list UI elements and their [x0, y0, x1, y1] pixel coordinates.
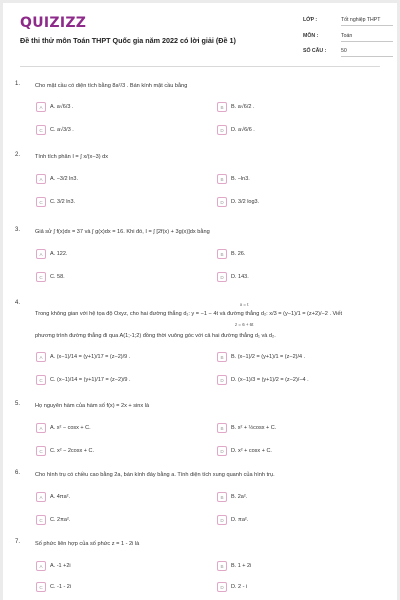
option-text: A. (x−1)/14 = (y+1)/17 = (z−2)/9 . — [50, 354, 131, 360]
option-text: D. 3/2 log3. — [231, 199, 260, 205]
class-value: Tốt nghiệp THPT — [341, 17, 381, 23]
option-letter-box: A — [36, 423, 46, 433]
subject-value: Toán — [341, 33, 353, 39]
option-letter-box: C — [36, 446, 46, 456]
line-equation-z: z = 6 + 6t — [235, 322, 254, 327]
question-text-continued: phương trình đường thẳng đi qua A(1;-1;2) đồng thời vuông góc với cả hai đường thẳng d₁ và d₂. — [35, 333, 276, 339]
option-text: C. 58. — [50, 274, 65, 280]
option-text: A. x² − cosx + C. — [50, 425, 91, 431]
option-letter-box: B — [217, 423, 227, 433]
option-text: C. (x−1)/14 = (y+1)/17 = (z−2)/9 . — [50, 377, 131, 383]
question-text: Tính tích phân I = ∫ x/(x−3) dx — [35, 154, 109, 160]
option-text: D. 143. — [231, 274, 249, 280]
question-number: 3. — [15, 227, 21, 233]
question-text: Trong không gian với hệ tọa độ Oxyz, cho hai đường thẳng d₁: y = −1 − 4t và đường thẳng d₂: x/3 = (y−1)/1 = (z+2)/−2 . Viết — [35, 311, 343, 317]
header-divider — [20, 66, 380, 67]
option-letter-box: A — [36, 174, 46, 184]
option-letter-box: B — [217, 102, 227, 112]
worksheet-page — [3, 3, 397, 600]
option-letter-box: C — [36, 125, 46, 135]
option-letter-box: A — [36, 352, 46, 362]
option-text: C. 2πa². — [50, 517, 71, 523]
line-equation-x: x = t — [240, 302, 249, 307]
option-text: D. 2 - i — [231, 584, 248, 590]
option-text: D. (x−1)/3 = (y+1)/2 = (z−2)/−4 . — [231, 377, 309, 383]
option-letter-box: C — [36, 272, 46, 282]
option-letter-box: A — [36, 561, 46, 571]
subject-label: MÔN : — [303, 33, 319, 39]
class-underline — [341, 25, 393, 26]
option-letter-box: D — [217, 375, 227, 385]
option-text: B. 1 + 2i — [231, 563, 252, 569]
option-text: C. a√3/3 . — [50, 127, 74, 133]
option-letter-box: D — [217, 515, 227, 525]
subject-underline — [341, 41, 393, 42]
option-text: A. -1 +2i — [50, 563, 71, 569]
option-letter-box: C — [36, 197, 46, 207]
document-title: Đề thi thử môn Toán THPT Quốc gia năm 2022 có lời giải (Đề 1) — [20, 36, 236, 45]
option-letter-box: C — [36, 515, 46, 525]
option-letter-box: B — [217, 561, 227, 571]
option-letter-box: D — [217, 197, 227, 207]
option-text: B. 26. — [231, 251, 246, 257]
option-letter-box: D — [217, 582, 227, 592]
option-letter-box: D — [217, 272, 227, 282]
option-letter-box: C — [36, 582, 46, 592]
option-text: B. x² + ½cosx + C. — [231, 425, 277, 431]
option-letter-box: C — [36, 375, 46, 385]
question-number: 2. — [15, 152, 21, 158]
question-count-value: 50 — [341, 48, 347, 54]
option-text: A. −3/2 ln3. — [50, 176, 78, 182]
question-count-underline — [341, 56, 393, 57]
question-text: Cho mặt cầu có diện tích bằng 8a²/3 . Bán kính mặt cầu bằng — [35, 83, 188, 89]
question-text: Giả sử ∫ f(x)dx = 37 và ∫ g(x)dx = 16. Khi đó, I = ∫ [2f(x) + 3g(x)]dx bằng — [35, 229, 210, 235]
option-text: B. (x−1)/2 = (y+1)/1 = (z−2)/4 . — [231, 354, 306, 360]
question-number: 6. — [15, 470, 21, 476]
question-text: Cho hình trụ có chiều cao bằng 2a, bán kính đáy bằng a. Tính diện tích xung quanh của hình trụ. — [35, 472, 275, 478]
class-label: LỚP : — [303, 17, 318, 23]
option-text: C. -1 - 2i — [50, 584, 72, 590]
question-count-label: SỐ CÂU : — [303, 48, 327, 54]
option-letter-box: A — [36, 249, 46, 259]
quizizz-logo: QUIZIZZ — [20, 15, 87, 31]
question-text: Số phức liên hợp của số phức z = 1 - 2i là — [35, 541, 140, 547]
option-text: A. 122. — [50, 251, 68, 257]
option-letter-box: B — [217, 249, 227, 259]
option-text: B. −ln3. — [231, 176, 250, 182]
option-text: B. 2a². — [231, 494, 248, 500]
question-number: 4. — [15, 300, 21, 306]
option-letter-box: A — [36, 102, 46, 112]
option-text: C. 3/2 ln3. — [50, 199, 76, 205]
option-text: B. a√6/2 . — [231, 104, 255, 110]
option-text: C. x² − 2cosx + C. — [50, 448, 95, 454]
option-text: D. a√6/6 . — [231, 127, 255, 133]
option-letter-box: A — [36, 492, 46, 502]
option-letter-box: B — [217, 352, 227, 362]
question-text: Họ nguyên hàm của hàm số f(x) = 2x + sinx là — [35, 403, 150, 409]
option-letter-box: B — [217, 492, 227, 502]
question-number: 5. — [15, 401, 21, 407]
option-letter-box: D — [217, 446, 227, 456]
option-text: D. πa². — [231, 517, 249, 523]
option-text: A. 4πa². — [50, 494, 70, 500]
option-letter-box: D — [217, 125, 227, 135]
question-number: 1. — [15, 81, 21, 87]
option-text: D. x² + cosx + C. — [231, 448, 272, 454]
option-text: A. a√6/3 . — [50, 104, 74, 110]
option-letter-box: B — [217, 174, 227, 184]
question-number: 7. — [15, 539, 21, 545]
